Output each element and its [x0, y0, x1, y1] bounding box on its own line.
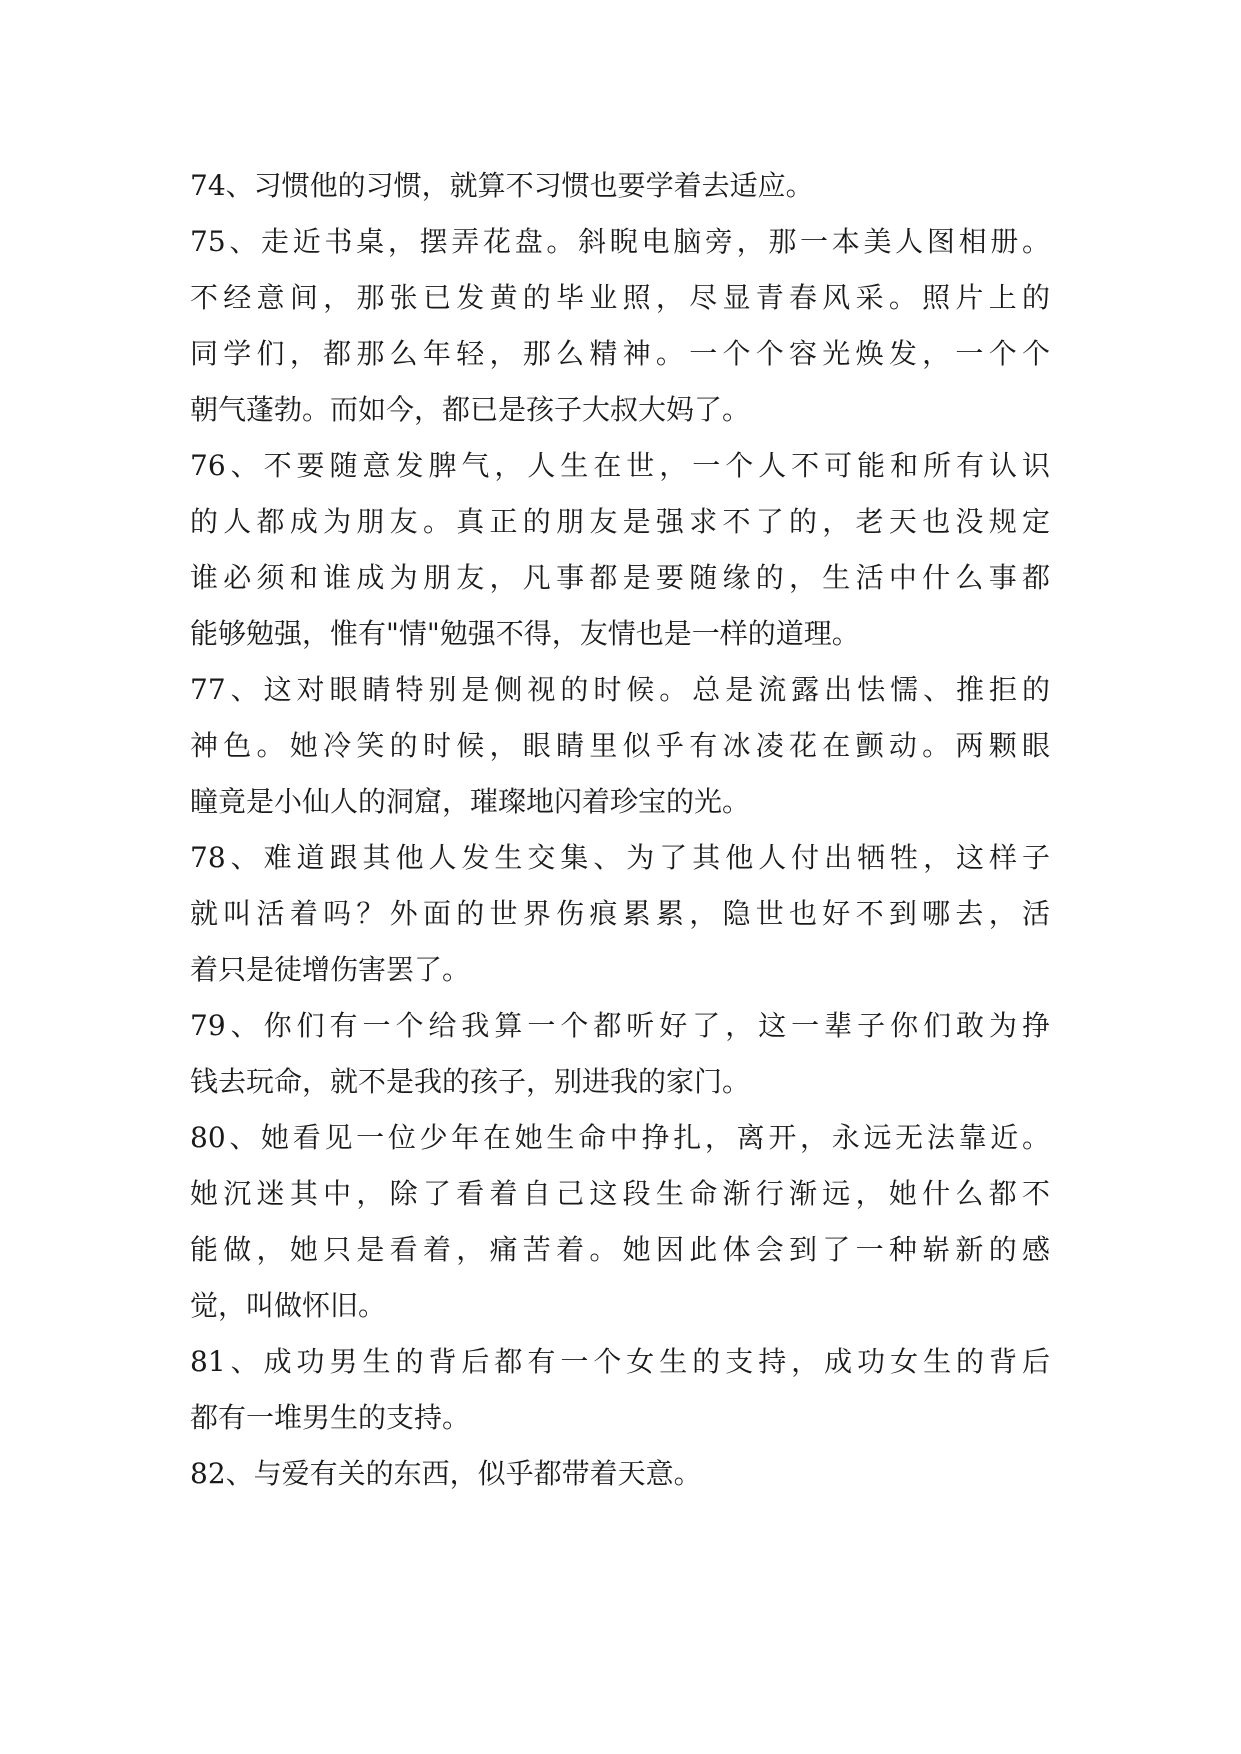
text-line: 都有一堆男生的支持。 [190, 1401, 471, 1434]
text-line: 的人都成为朋友。真正的朋友是强求不了的，老天也没规定 [190, 505, 1050, 538]
text-line: 74、习惯他的习惯，就算不习惯也要学着去适应。 [190, 169, 814, 202]
text-line: 谁必须和谁成为朋友，凡事都是要随缘的，生活中什么事都 [190, 561, 1050, 594]
text-line: 82、与爱有关的东西，似乎都带着天意。 [190, 1457, 702, 1490]
text-line: 神色。她冷笑的时候，眼睛里似乎有冰凌花在颤动。两颗眼 [190, 729, 1050, 762]
quote-item-75 [190, 214, 1050, 438]
text-line: 80、她看见一位少年在她生命中挣扎，离开，永远无法靠近。 [190, 1121, 1050, 1154]
document-body [190, 158, 1050, 1502]
quote-item-80 [190, 1110, 1050, 1334]
quote-item-74 [190, 158, 1050, 214]
text-line: 她沉迷其中，除了看着自己这段生命渐行渐远，她什么都不 [190, 1177, 1050, 1210]
text-line: 76、不要随意发脾气，人生在世，一个人不可能和所有认识 [190, 449, 1050, 482]
text-line: 着只是徒增伤害罢了。 [190, 953, 471, 986]
quote-item-77 [190, 662, 1050, 830]
text-line: 不经意间，那张已发黄的毕业照，尽显青春风采。照片上的 [190, 281, 1050, 314]
text-line: 79、你们有一个给我算一个都听好了，这一辈子你们敢为挣 [190, 1009, 1050, 1042]
quote-item-78 [190, 830, 1050, 998]
text-line: 77、这对眼睛特别是侧视的时候。总是流露出怯懦、推拒的 [190, 673, 1050, 706]
text-line: 能做，她只是看着，痛苦着。她因此体会到了一种崭新的感 [190, 1233, 1050, 1266]
text-line: 能够勉强，惟有"情"勉强不得，友情也是一样的道理。 [190, 617, 860, 650]
text-line: 就叫活着吗？外面的世界伤痕累累，隐世也好不到哪去，活 [190, 897, 1050, 930]
quote-item-81 [190, 1334, 1050, 1446]
quote-item-76 [190, 438, 1050, 662]
quote-item-79 [190, 998, 1050, 1110]
text-line: 78、难道跟其他人发生交集、为了其他人付出牺牲，这样子 [190, 841, 1050, 874]
text-line: 同学们，都那么年轻，那么精神。一个个容光焕发，一个个 [190, 337, 1050, 370]
text-line: 75、走近书桌，摆弄花盘。斜睨电脑旁，那一本美人图相册。 [190, 225, 1050, 258]
text-line: 瞳竟是小仙人的洞窟，璀璨地闪着珍宝的光。 [190, 785, 751, 818]
quote-item-82 [190, 1446, 1050, 1502]
text-line: 觉，叫做怀旧。 [190, 1289, 387, 1322]
text-line: 钱去玩命，就不是我的孩子，别进我的家门。 [190, 1065, 751, 1098]
text-line: 81、成功男生的背后都有一个女生的支持，成功女生的背后 [190, 1345, 1050, 1378]
text-line: 朝气蓬勃。而如今，都已是孩子大叔大妈了。 [190, 393, 751, 426]
